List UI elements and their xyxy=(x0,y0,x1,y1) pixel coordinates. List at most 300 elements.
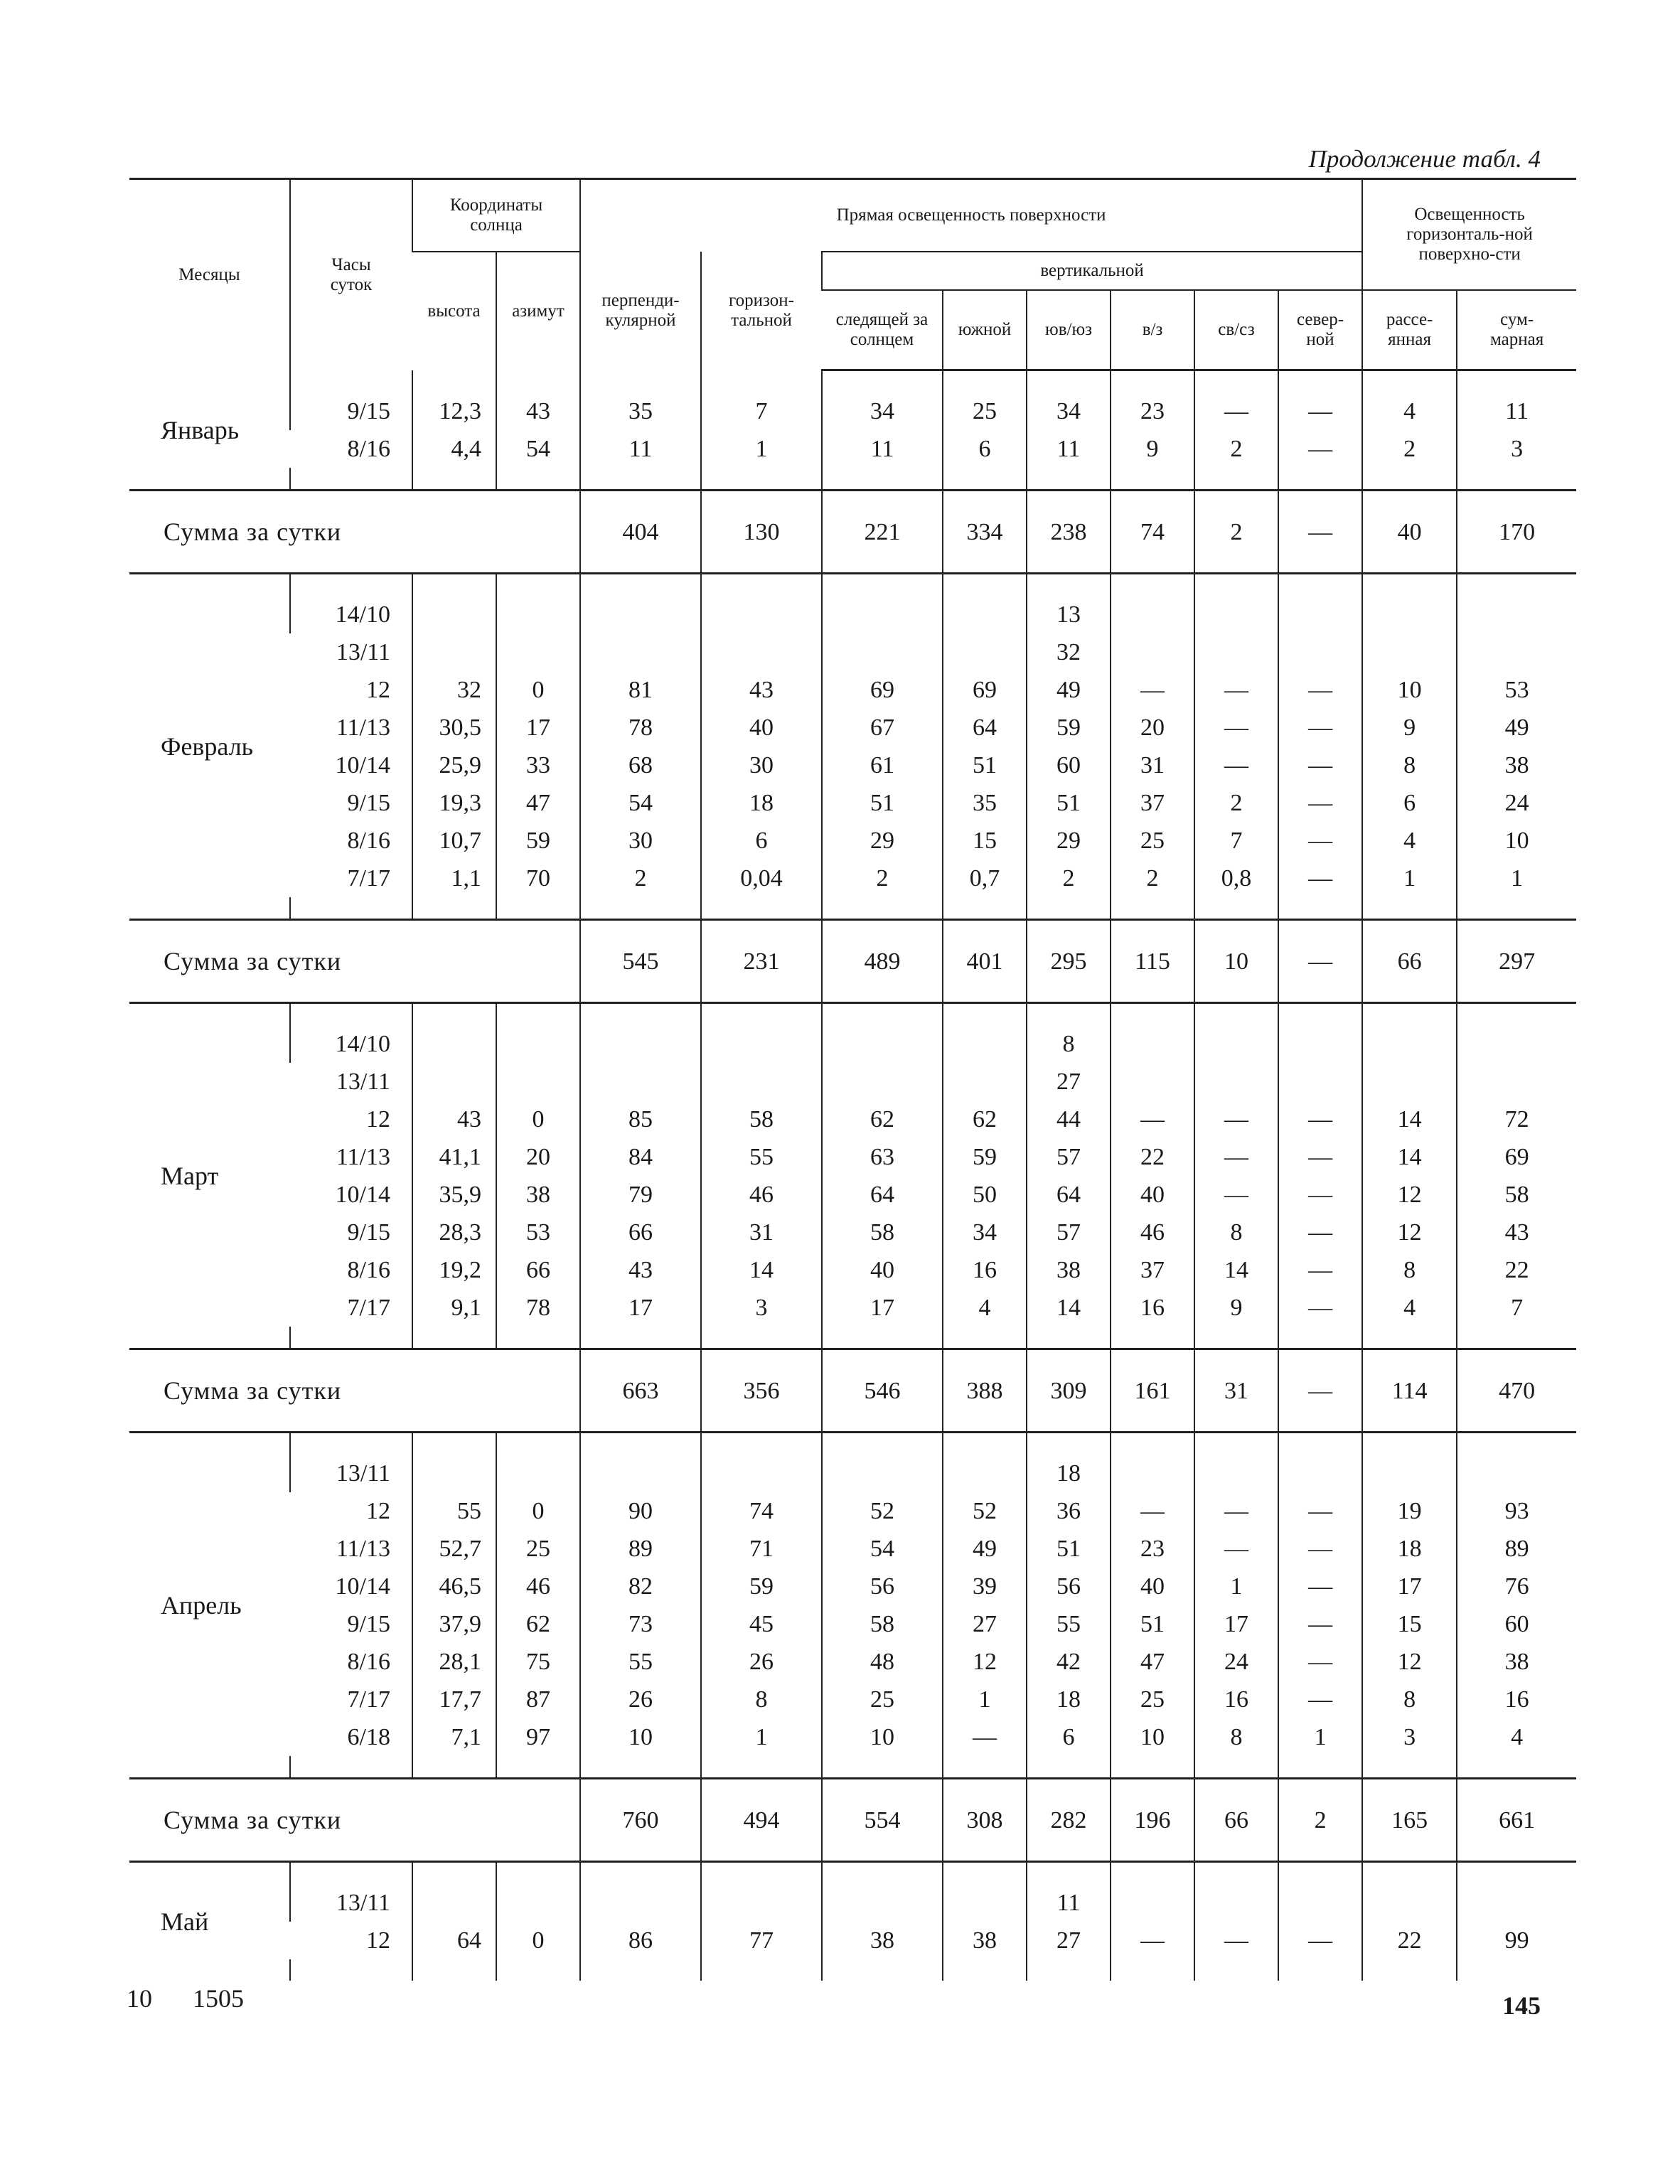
table-cell: 13 xyxy=(1027,596,1111,633)
table-cell: 14 xyxy=(1362,1101,1457,1138)
spacer-cell xyxy=(290,1862,412,1885)
sum-cell: 40 xyxy=(1362,491,1457,574)
table-cell: 75 xyxy=(496,1643,580,1681)
table-cell: 30 xyxy=(701,746,822,784)
table-cell: 11/13 xyxy=(336,1536,390,1562)
table-cell: 8 xyxy=(1194,1718,1278,1756)
table-cell: — xyxy=(943,1718,1027,1756)
sum-cell: 760 xyxy=(580,1779,701,1862)
spacer-cell xyxy=(290,468,412,491)
table-cell: — xyxy=(1278,1643,1362,1681)
sum-cell: 66 xyxy=(1194,1779,1278,1862)
spacer-cell xyxy=(1457,1959,1576,1981)
spacer-cell xyxy=(1027,1959,1111,1981)
spacer-cell xyxy=(129,468,290,491)
table-cell xyxy=(1111,1025,1194,1063)
table-cell xyxy=(580,1884,701,1922)
table-cell: 79 xyxy=(580,1176,701,1214)
table-cell: 1 xyxy=(1278,1718,1362,1756)
table-cell: 4 xyxy=(1362,822,1457,860)
col-horizontal-illumination: Освещенность горизонталь-ной поверхно-сти xyxy=(1362,179,1576,291)
table-cell: — xyxy=(1278,1176,1362,1214)
spacer-cell xyxy=(290,1433,412,1455)
spacer-cell xyxy=(412,1756,496,1779)
table-cell: 25 xyxy=(496,1530,580,1568)
spacer-cell xyxy=(129,1433,290,1455)
spacer-cell xyxy=(1362,1003,1457,1026)
table-cell: — xyxy=(1111,671,1194,709)
table-row xyxy=(129,1455,1576,1492)
table-cell: 52 xyxy=(822,1492,943,1530)
table-cell xyxy=(1278,1063,1362,1101)
table-cell: 63 xyxy=(822,1138,943,1176)
table-cell xyxy=(1362,1025,1457,1063)
table-cell: — xyxy=(1278,1214,1362,1251)
table-row xyxy=(129,1063,1576,1101)
spacer-cell xyxy=(1027,1003,1111,1026)
table-cell: 55 xyxy=(701,1138,822,1176)
table-caption: Продолжение табл. 4 xyxy=(1308,145,1541,173)
spacer-cell xyxy=(580,1327,701,1349)
spacer-cell xyxy=(496,1327,580,1349)
table-cell: 76 xyxy=(1457,1568,1576,1605)
spacer-cell xyxy=(1111,897,1194,920)
table-cell: 8/16 xyxy=(347,436,390,462)
table-cell: 72 xyxy=(1457,1101,1576,1138)
sum-cell: 554 xyxy=(822,1779,943,1862)
spacer-cell xyxy=(1457,1003,1576,1026)
sum-cell: — xyxy=(1278,491,1362,574)
spacer-cell xyxy=(943,1327,1027,1349)
table-cell: — xyxy=(1278,1605,1362,1643)
table-cell: 81 xyxy=(580,671,701,709)
daily-sum-row xyxy=(129,1349,1576,1433)
spacer-cell xyxy=(129,897,290,920)
table-cell: 6 xyxy=(701,822,822,860)
table-cell: 12 xyxy=(1362,1643,1457,1681)
table-cell: 31 xyxy=(1111,746,1194,784)
col-hours: Часы суток xyxy=(290,179,412,370)
table-cell: 78 xyxy=(580,709,701,746)
table-cell: 25 xyxy=(1111,1681,1194,1718)
table-cell: — xyxy=(1194,746,1278,784)
table-cell: 55 xyxy=(580,1643,701,1681)
table-row xyxy=(129,822,1576,860)
table-row xyxy=(129,784,1576,822)
table-cell: 45 xyxy=(701,1605,822,1643)
col-diffuse: рассе-янная xyxy=(1362,290,1457,370)
table-cell: 18 xyxy=(1362,1530,1457,1568)
table-cell: 0 xyxy=(496,1922,580,1959)
spacer-cell xyxy=(496,1756,580,1779)
table-cell: 54 xyxy=(580,784,701,822)
table-cell: 8 xyxy=(1027,1025,1111,1063)
table-cell xyxy=(1278,633,1362,671)
spacer-cell xyxy=(1111,370,1194,393)
table-cell: 7 xyxy=(1457,1289,1576,1327)
table-cell: 43 xyxy=(496,392,580,430)
spacer-cell xyxy=(580,897,701,920)
table-cell: 25 xyxy=(822,1681,943,1718)
sum-cell: 114 xyxy=(1362,1349,1457,1433)
spacer-cell xyxy=(1457,1756,1576,1779)
table-cell: 2 xyxy=(1362,430,1457,468)
table-cell xyxy=(943,1884,1027,1922)
sum-cell: 401 xyxy=(943,920,1027,1003)
spacer-cell xyxy=(412,468,496,491)
table-cell: 59 xyxy=(701,1568,822,1605)
sum-cell: 546 xyxy=(822,1349,943,1433)
footer-code: 1505 xyxy=(193,1984,244,2013)
sum-cell: 297 xyxy=(1457,920,1576,1003)
sum-cell: 231 xyxy=(701,920,822,1003)
table-cell: 9/15 xyxy=(347,1219,390,1246)
spacer-cell xyxy=(1457,468,1576,491)
month-spacer xyxy=(129,370,1576,393)
table-cell: 22 xyxy=(1111,1138,1194,1176)
table-cell: 73 xyxy=(580,1605,701,1643)
table-cell: 14 xyxy=(1362,1138,1457,1176)
spacer-cell xyxy=(496,1433,580,1455)
table-cell: 12 xyxy=(366,1106,390,1133)
table-cell: 58 xyxy=(822,1214,943,1251)
spacer-cell xyxy=(1362,1433,1457,1455)
table-cell xyxy=(1457,1455,1576,1492)
spacer-cell xyxy=(1362,574,1457,596)
table-cell xyxy=(1362,1455,1457,1492)
table-cell: 84 xyxy=(580,1138,701,1176)
spacer-cell xyxy=(701,370,822,393)
spacer-cell xyxy=(1194,1756,1278,1779)
table-cell: 1 xyxy=(701,430,822,468)
table-cell: 46 xyxy=(496,1568,580,1605)
table-cell: 18 xyxy=(1027,1455,1111,1492)
table-cell xyxy=(822,1063,943,1101)
daily-sum-row xyxy=(129,1779,1576,1862)
table-body xyxy=(129,370,1576,1981)
table-cell xyxy=(412,1884,496,1922)
spacer-cell xyxy=(412,1433,496,1455)
spacer-cell xyxy=(412,1959,496,1981)
table-cell: 40 xyxy=(822,1251,943,1289)
table-cell: 10 xyxy=(1111,1718,1194,1756)
spacer-cell xyxy=(1362,468,1457,491)
table-cell: 34 xyxy=(822,392,943,430)
spacer-cell xyxy=(580,1959,701,1981)
table-cell: 66 xyxy=(580,1214,701,1251)
table-cell: 40 xyxy=(701,709,822,746)
table-header xyxy=(129,179,1576,370)
spacer-cell xyxy=(496,370,580,393)
table-cell: — xyxy=(1194,1101,1278,1138)
table-cell: 8 xyxy=(1362,746,1457,784)
spacer-cell xyxy=(412,1862,496,1885)
table-cell: 59 xyxy=(943,1138,1027,1176)
table-cell xyxy=(1457,596,1576,633)
table-cell: 12 xyxy=(943,1643,1027,1681)
table-row xyxy=(129,1101,1576,1138)
table-row xyxy=(129,709,1576,746)
table-cell: 28,1 xyxy=(412,1643,496,1681)
spacer-cell xyxy=(1278,1433,1362,1455)
table-cell xyxy=(822,1455,943,1492)
table-row xyxy=(129,746,1576,784)
sum-cell: 161 xyxy=(1111,1349,1194,1433)
spacer-cell xyxy=(1027,1327,1111,1349)
spacer-cell xyxy=(1027,1433,1111,1455)
table-row xyxy=(129,633,1576,671)
table-cell: 62 xyxy=(496,1605,580,1643)
footer-sheet: 10 xyxy=(127,1984,152,2013)
sum-cell: 165 xyxy=(1362,1779,1457,1862)
table-cell: 42 xyxy=(1027,1643,1111,1681)
table-cell: — xyxy=(1194,1176,1278,1214)
table-cell: 6/18 xyxy=(347,1724,390,1750)
table-cell: 33 xyxy=(496,746,580,784)
spacer-cell xyxy=(1111,1756,1194,1779)
sum-cell: 31 xyxy=(1194,1349,1278,1433)
spacer-cell xyxy=(412,370,496,393)
spacer-cell xyxy=(1278,1756,1362,1779)
spacer-cell xyxy=(580,1433,701,1455)
col-direct-illumination: Прямая освещенность поверхности xyxy=(580,179,1362,252)
spacer-cell xyxy=(1362,1327,1457,1349)
table-cell: 15 xyxy=(943,822,1027,860)
spacer-cell xyxy=(943,468,1027,491)
table-cell: 46,5 xyxy=(412,1568,496,1605)
table-cell: 25 xyxy=(1111,822,1194,860)
table-cell: 59 xyxy=(496,822,580,860)
spacer-cell xyxy=(701,574,822,596)
table-row xyxy=(129,860,1576,897)
table-cell: 9/15 xyxy=(347,790,390,816)
table-cell: 29 xyxy=(822,822,943,860)
spacer-cell xyxy=(943,1433,1027,1455)
spacer-cell xyxy=(943,1862,1027,1885)
sum-cell: — xyxy=(1278,1349,1362,1433)
table-cell: 17 xyxy=(1362,1568,1457,1605)
table-cell: — xyxy=(1194,709,1278,746)
month-name: Апрель xyxy=(161,1590,242,1620)
spacer-cell xyxy=(701,1433,822,1455)
table-cell: 10 xyxy=(1362,671,1457,709)
table-cell: 69 xyxy=(943,671,1027,709)
table-cell: 7 xyxy=(701,392,822,430)
spacer-cell xyxy=(943,574,1027,596)
table-cell: 1 xyxy=(1194,1568,1278,1605)
table-cell: 25 xyxy=(943,392,1027,430)
spacer-cell xyxy=(822,468,943,491)
table-cell xyxy=(412,1455,496,1492)
table-cell: 9/15 xyxy=(347,1611,390,1637)
spacer-cell xyxy=(943,897,1027,920)
table-cell: 3 xyxy=(1362,1718,1457,1756)
table-cell: 82 xyxy=(580,1568,701,1605)
table-cell: — xyxy=(1278,1568,1362,1605)
spacer-cell xyxy=(943,1959,1027,1981)
table-cell xyxy=(580,596,701,633)
table-cell: 57 xyxy=(1027,1214,1111,1251)
col-total: сум-марная xyxy=(1457,290,1576,370)
table-cell: 19 xyxy=(1362,1492,1457,1530)
table-cell: 12 xyxy=(1362,1214,1457,1251)
table-cell: 40 xyxy=(1111,1176,1194,1214)
spacer-cell xyxy=(822,1327,943,1349)
table-cell: 17 xyxy=(822,1289,943,1327)
footer-print-code xyxy=(127,1984,244,2013)
table-cell: 11/13 xyxy=(336,714,390,741)
table-cell: 64 xyxy=(943,709,1027,746)
table-cell xyxy=(1362,1063,1457,1101)
table-cell xyxy=(412,633,496,671)
table-cell: — xyxy=(1278,1530,1362,1568)
spacer-cell xyxy=(1111,574,1194,596)
spacer-cell xyxy=(1194,1862,1278,1885)
table-cell: 74 xyxy=(701,1492,822,1530)
table-cell: 1 xyxy=(1457,860,1576,897)
daily-sum-label: Сумма за сутки xyxy=(129,920,580,1003)
table-cell: 8/16 xyxy=(347,1649,390,1675)
table-cell xyxy=(1278,1025,1362,1063)
table-cell: 6 xyxy=(943,430,1027,468)
spacer-cell xyxy=(701,1003,822,1026)
daily-sum-label: Сумма за сутки xyxy=(129,1349,580,1433)
table-cell: 23 xyxy=(1111,1530,1194,1568)
table-cell: 38 xyxy=(496,1176,580,1214)
table-cell: — xyxy=(1278,671,1362,709)
spacer-cell xyxy=(1194,1327,1278,1349)
table-row xyxy=(129,1530,1576,1568)
spacer-cell xyxy=(412,574,496,596)
table-cell xyxy=(1194,1063,1278,1101)
table-cell xyxy=(1194,1025,1278,1063)
table-cell: 43 xyxy=(1457,1214,1576,1251)
table-cell: — xyxy=(1278,860,1362,897)
table-cell: 87 xyxy=(496,1681,580,1718)
table-cell: 14/10 xyxy=(290,596,412,633)
sum-cell: 470 xyxy=(1457,1349,1576,1433)
spacer-cell xyxy=(580,574,701,596)
table-row xyxy=(129,1718,1576,1756)
table-cell xyxy=(496,633,580,671)
sum-cell: 2 xyxy=(1194,491,1278,574)
spacer-cell xyxy=(822,897,943,920)
table-cell: 58 xyxy=(701,1101,822,1138)
month-name: Май xyxy=(161,1907,209,1936)
table-cell: 12 xyxy=(366,1498,390,1524)
spacer-cell xyxy=(1111,1327,1194,1349)
table-cell xyxy=(1457,633,1576,671)
table-cell: 20 xyxy=(1111,709,1194,746)
table-cell xyxy=(1278,1455,1362,1492)
table-cell xyxy=(496,1455,580,1492)
table-row xyxy=(129,1492,1576,1530)
table-cell xyxy=(1194,596,1278,633)
sum-cell: 170 xyxy=(1457,491,1576,574)
sum-cell: 388 xyxy=(943,1349,1027,1433)
table-cell: 12,3 xyxy=(412,392,496,430)
sum-cell: 238 xyxy=(1027,491,1111,574)
table-cell: — xyxy=(1278,1922,1362,1959)
table-cell xyxy=(1194,1884,1278,1922)
table-cell: — xyxy=(1194,392,1278,430)
table-cell: 86 xyxy=(580,1922,701,1959)
table-cell: 47 xyxy=(496,784,580,822)
spacer-cell xyxy=(1194,468,1278,491)
table-cell xyxy=(822,1025,943,1063)
table-cell: 10 xyxy=(1457,822,1576,860)
table-cell: 40 xyxy=(1111,1568,1194,1605)
table-row xyxy=(129,1138,1576,1176)
illumination-table xyxy=(129,178,1576,1981)
spacer-cell xyxy=(1194,574,1278,596)
table-cell: 54 xyxy=(822,1530,943,1568)
table-cell xyxy=(1362,596,1457,633)
spacer-cell xyxy=(1278,370,1362,393)
table-cell: 14/10 xyxy=(290,1025,412,1063)
spacer-cell xyxy=(701,1959,822,1981)
table-cell: 26 xyxy=(701,1643,822,1681)
month-spacer xyxy=(129,1433,1576,1455)
table-cell: 48 xyxy=(822,1643,943,1681)
table-cell: 46 xyxy=(1111,1214,1194,1251)
spacer-cell xyxy=(1278,468,1362,491)
table-cell: 43 xyxy=(412,1101,496,1138)
sum-cell: 10 xyxy=(1194,920,1278,1003)
table-cell: 2 xyxy=(1027,860,1111,897)
spacer-cell xyxy=(1111,1862,1194,1885)
table-cell: 9/15 xyxy=(290,392,412,430)
table-cell: 27 xyxy=(1027,1922,1111,1959)
table-cell: — xyxy=(1278,392,1362,430)
table-cell: 11 xyxy=(822,430,943,468)
spacer-cell xyxy=(1457,1327,1576,1349)
daily-sum-row xyxy=(129,920,1576,1003)
col-se-sw: юв/юз xyxy=(1027,290,1111,370)
table-cell: 13/11 xyxy=(290,1455,412,1492)
table-cell: 8 xyxy=(1194,1214,1278,1251)
spacer-cell xyxy=(822,1003,943,1026)
daily-sum-label: Сумма за сутки xyxy=(129,1779,580,1862)
table-cell: 64 xyxy=(412,1922,496,1959)
spacer-cell xyxy=(701,1327,822,1349)
table-row xyxy=(129,596,1576,633)
table-cell: 57 xyxy=(1027,1138,1111,1176)
table-cell: 11 xyxy=(1457,392,1576,430)
spacer-cell xyxy=(129,1003,290,1026)
spacer-cell xyxy=(822,1862,943,1885)
table-cell: — xyxy=(1278,1251,1362,1289)
table-cell: 17 xyxy=(580,1289,701,1327)
table-cell: 9 xyxy=(1362,709,1457,746)
table-cell: 30 xyxy=(580,822,701,860)
table-cell xyxy=(701,1063,822,1101)
spacer-cell xyxy=(1194,897,1278,920)
table-cell: 56 xyxy=(1027,1568,1111,1605)
table-cell: 58 xyxy=(822,1605,943,1643)
table-cell xyxy=(1457,1063,1576,1101)
spacer-cell xyxy=(1457,897,1576,920)
table-cell: 2 xyxy=(1194,430,1278,468)
table-cell: 51 xyxy=(1027,1530,1111,1568)
spacer-cell xyxy=(580,468,701,491)
spacer-cell xyxy=(290,1959,412,1981)
table-cell: 35 xyxy=(943,784,1027,822)
table-cell xyxy=(701,1025,822,1063)
table-row xyxy=(129,1289,1576,1327)
table-cell xyxy=(943,1455,1027,1492)
table-cell: 53 xyxy=(1457,671,1576,709)
